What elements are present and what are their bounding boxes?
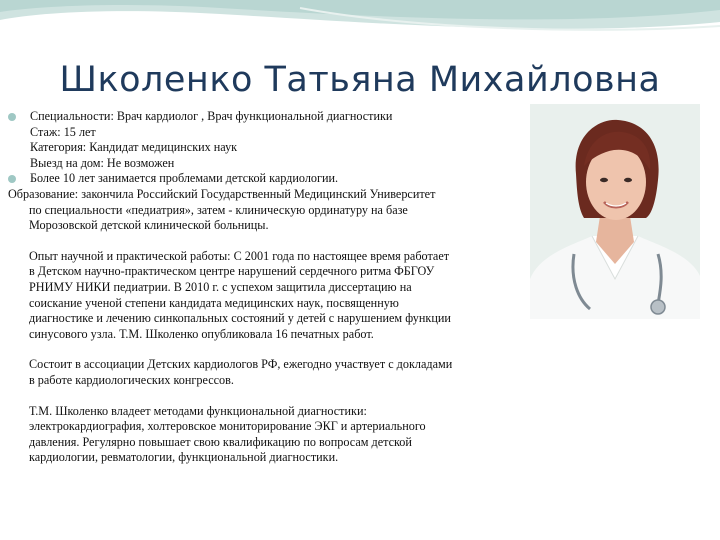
methods-line: Т.М. Школенко владеет методами функциональной диагностики: <box>29 403 367 418</box>
methods-line: давления. Регулярно повышает свою квалификацию по вопросам детской <box>29 434 412 449</box>
bullet-icon <box>8 175 16 183</box>
cardiology-text: Более 10 лет занимается проблемами детской кардиологии. <box>30 171 339 186</box>
experience-years-text: Стаж: 15 лет <box>30 124 96 139</box>
experience-line: в Детском научно-практическом центре нарушений сердечного ритма ФБГОУ <box>29 264 435 279</box>
methods-block <box>8 404 528 466</box>
specialties-text: Специальности: Врач кардиолог , Врач функциональной диагностики <box>30 109 393 123</box>
experience-line: синусового узла. Т.М. Школенко опубликовала 16 печатных работ. <box>29 326 374 341</box>
experience-block <box>8 249 528 343</box>
education-line-2: по специальности «педиатрия», затем - клиническую ординатуру на базе <box>29 202 408 217</box>
education-text-1: закончила Российский Государственный Медицинский Университет <box>78 186 436 201</box>
association-block <box>8 357 528 388</box>
education-label: Образование: <box>8 186 79 201</box>
bullet-cardiology <box>8 171 528 187</box>
page-title: Школенко Татьяна Михайловна <box>59 60 661 100</box>
experience-line: РНИМУ НИКИ педиатрии. В 2010 г. с успехом защитила диссертацию на <box>29 279 412 294</box>
doctor-portrait-icon <box>530 104 700 319</box>
experience-line: Опыт научной и практической работы: С 2001 года по настоящее время работает <box>29 248 450 263</box>
doctor-portrait-photo <box>530 104 700 319</box>
association-line: Состоит в ассоциации Детских кардиологов РФ, ежегодно участвует с докладами <box>29 357 453 372</box>
bullet-specialties <box>8 109 528 171</box>
home-visit-text: Выезд на дом: Не возможен <box>30 155 175 170</box>
education-line-1 <box>8 187 528 203</box>
experience-line: соискание ученой степени кандидата медицинских наук, посвященную <box>29 295 399 310</box>
experience-line: диагностике и лечению синкопальных состояний у детей с нарушением функции <box>29 311 451 326</box>
bullet-icon <box>8 113 16 121</box>
association-line: в работе кардиологических конгрессов. <box>29 372 234 387</box>
decorative-header-band <box>0 0 720 60</box>
profile-content <box>8 109 528 466</box>
category-text: Категория: Кандидат медицинских наук <box>30 140 238 155</box>
methods-line: электрокардиография, холтеровское мониторирование ЭКГ и артериального <box>29 419 426 434</box>
education-line-3: Морозовской детской клинической больницы. <box>29 218 269 233</box>
methods-line: кардиологии, ревматологии, функциональной диагностики. <box>29 450 339 465</box>
education-block <box>8 187 528 234</box>
